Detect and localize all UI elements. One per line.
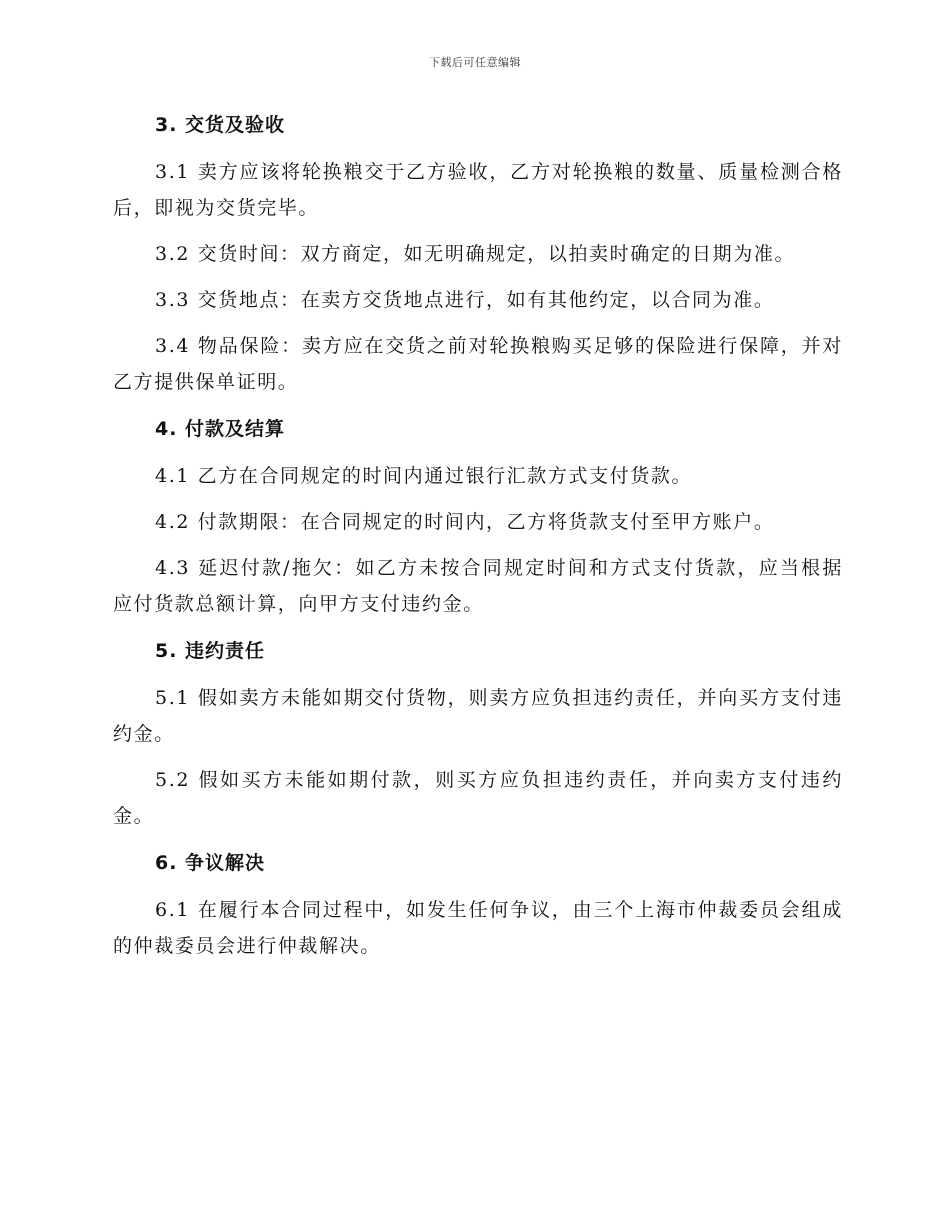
section-heading: 5. 违约责任: [155, 640, 266, 662]
clause-paragraph: 5.1 假如卖方未能如期交付货物，则卖方应负担违约责任，并向买方支付违约金。: [113, 687, 843, 745]
section-liability: [113, 632, 843, 834]
header-note: 下载后可任意编辑: [429, 56, 521, 69]
clause-paragraph: 5.2 假如买方未能如期付款，则买方应负担违约责任，并向卖方支付违约金。: [113, 769, 843, 827]
clause-paragraph: 4.2 付款期限：在合同规定的时间内，乙方将货款支付至甲方账户。: [155, 511, 775, 533]
section-heading: 3. 交货及验收: [155, 114, 286, 136]
clause-paragraph: 6.1 在履行本合同过程中，如发生任何争议，由三个上海市仲裁委员会组成的仲裁委员会进行仲裁解决。: [113, 899, 843, 957]
clause-paragraph: 3.3 交货地点：在卖方交货地点进行，如有其他约定，以合同为准。: [155, 289, 775, 311]
section-payment: [113, 410, 843, 622]
section-delivery: [113, 106, 843, 400]
document-body: [113, 106, 843, 974]
clause-paragraph: 4.1 乙方在合同规定的时间内通过银行汇款方式支付货款。: [155, 465, 693, 487]
clause-paragraph: 3.4 物品保险：卖方应在交货之前对轮换粮购买足够的保险进行保障，并对乙方提供保单证明。: [113, 335, 843, 393]
clause-paragraph: 3.1 卖方应该将轮换粮交于乙方验收，乙方对轮换粮的数量、质量检测合格后，即视为交货完毕。: [113, 161, 843, 219]
clause-paragraph: 4.3 延迟付款/拖欠：如乙方未按合同规定时间和方式支付货款，应当根据应付货款总额计算，向甲方支付违约金。: [113, 557, 843, 615]
section-dispute: [113, 844, 843, 964]
section-heading: 4. 付款及结算: [155, 418, 286, 440]
clause-paragraph: 3.2 交货时间：双方商定，如无明确规定，以拍卖时确定的日期为准。: [155, 243, 796, 265]
section-heading: 6. 争议解决: [155, 852, 266, 874]
